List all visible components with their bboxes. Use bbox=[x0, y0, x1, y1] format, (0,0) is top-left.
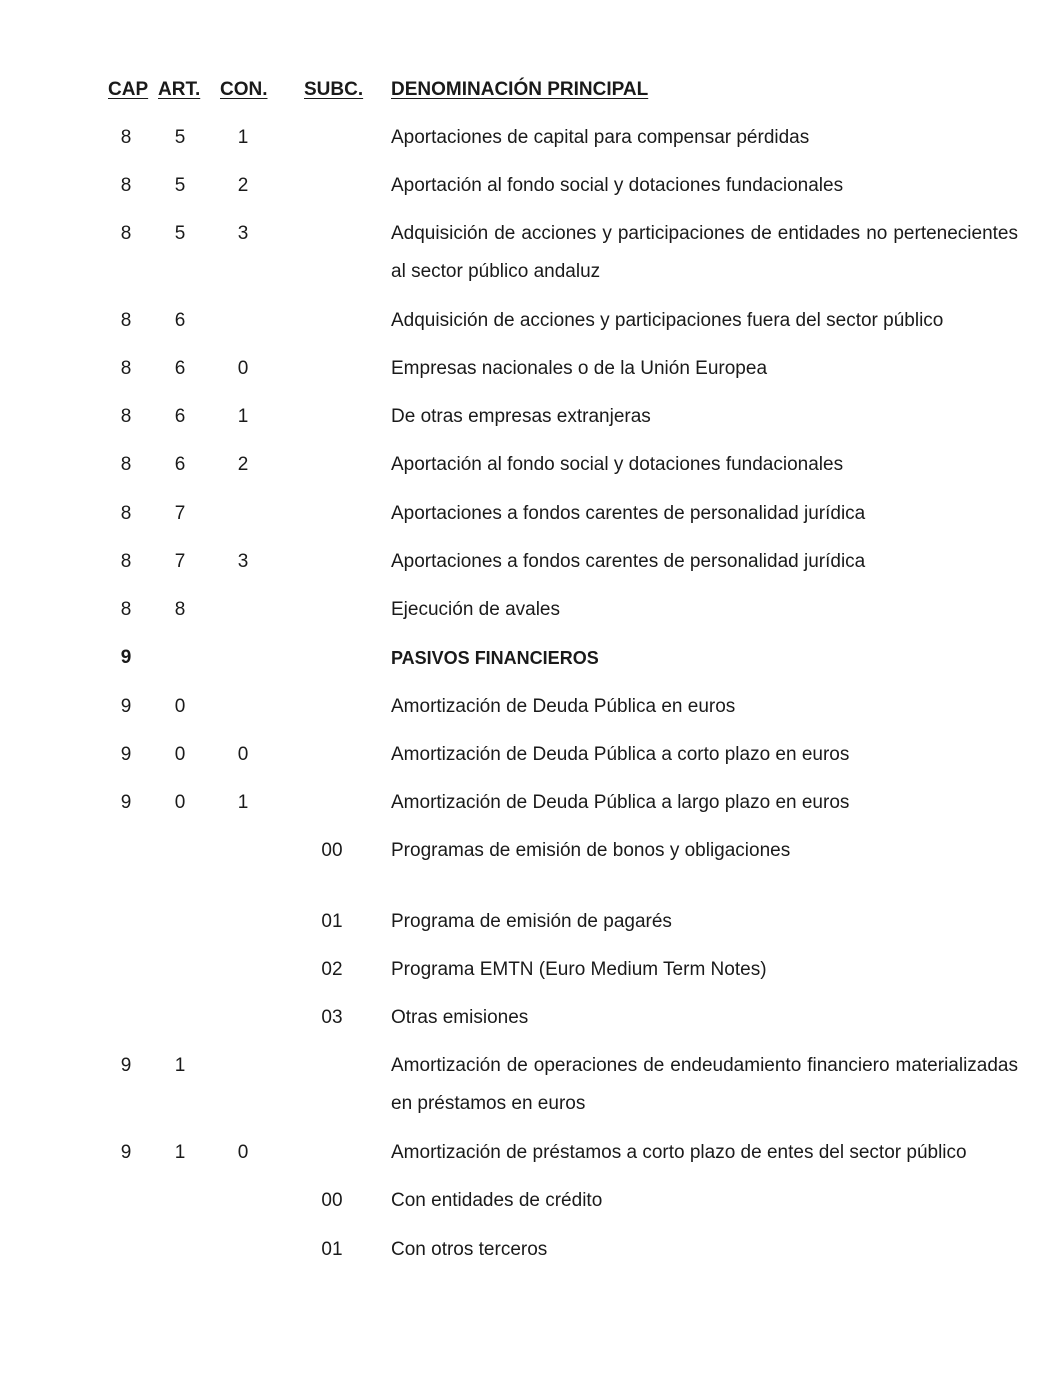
cell-denominacion: Adquisición de acciones y participaciones fuera del sector público bbox=[391, 310, 944, 331]
cell-art: 0 bbox=[174, 696, 186, 717]
cell-cap: 8 bbox=[120, 454, 132, 475]
cell-denominacion: Aportaciones a fondos carentes de personalidad jurídica bbox=[391, 551, 866, 572]
cell-art: 1 bbox=[174, 1055, 186, 1076]
cell-denominacion: Aportaciones a fondos carentes de personalidad jurídica bbox=[391, 503, 866, 524]
header-denominacion: DENOMINACIÓN PRINCIPAL bbox=[391, 79, 649, 100]
cell-art: 7 bbox=[174, 503, 186, 524]
cell-cap: 9 bbox=[120, 1055, 132, 1076]
header-cap: CAP bbox=[108, 79, 149, 100]
cell-cap: 9 bbox=[120, 696, 132, 717]
cell-cap: 8 bbox=[120, 127, 132, 148]
cell-cap: 8 bbox=[120, 358, 132, 379]
header-con: CON. bbox=[220, 79, 268, 100]
cell-con: 1 bbox=[237, 127, 249, 148]
cell-denominacion: Programas de emisión de bonos y obligaciones bbox=[391, 840, 791, 861]
cell-cap: 9 bbox=[120, 1142, 132, 1163]
cell-art: 5 bbox=[174, 223, 186, 244]
cell-cap: 9 bbox=[120, 792, 132, 813]
cell-con: 3 bbox=[237, 223, 249, 244]
cell-art: 6 bbox=[174, 454, 186, 475]
cell-art: 6 bbox=[174, 406, 186, 427]
cell-con: 0 bbox=[237, 1142, 249, 1163]
cell-denominacion: Amortización de Deuda Pública a corto plazo en euros bbox=[391, 744, 850, 765]
cell-art: 5 bbox=[174, 175, 186, 196]
cell-denominacion: Amortización de operaciones de endeudamiento financiero materializadas en préstamos en euros bbox=[391, 1055, 1018, 1114]
cell-subc: 00 bbox=[321, 1190, 343, 1211]
cell-denominacion: Empresas nacionales o de la Unión Europea bbox=[391, 358, 768, 379]
header-art: ART. bbox=[158, 79, 201, 100]
cell-art: 7 bbox=[174, 551, 186, 572]
cell-art: 1 bbox=[174, 1142, 186, 1163]
cell-subc: 01 bbox=[321, 911, 343, 932]
cell-con: 1 bbox=[237, 792, 249, 813]
cell-denominacion: Con otros terceros bbox=[391, 1239, 548, 1260]
cell-art: 0 bbox=[174, 792, 186, 813]
cell-denominacion: Adquisición de acciones y participaciones de entidades no pertenecientes al sector público andaluz bbox=[391, 223, 1018, 282]
cell-con: 0 bbox=[237, 358, 249, 379]
cell-denominacion: Aportaciones de capital para compensar pérdidas bbox=[391, 127, 810, 148]
cell-art: 8 bbox=[174, 599, 186, 620]
cell-con: 0 bbox=[237, 744, 249, 765]
cell-art: 0 bbox=[174, 744, 186, 765]
cell-con: 2 bbox=[237, 175, 249, 196]
cell-denominacion: Amortización de Deuda Pública en euros bbox=[391, 696, 736, 717]
cell-denominacion: Aportación al fondo social y dotaciones fundacionales bbox=[391, 175, 844, 196]
cell-con: 2 bbox=[237, 454, 249, 475]
cell-denominacion: De otras empresas extranjeras bbox=[391, 406, 651, 427]
cell-denominacion: Programa EMTN (Euro Medium Term Notes) bbox=[391, 959, 767, 980]
cell-subc: 01 bbox=[321, 1239, 343, 1260]
section-title: PASIVOS FINANCIEROS bbox=[391, 648, 599, 668]
cell-cap: 8 bbox=[120, 406, 132, 427]
cell-cap: 8 bbox=[120, 175, 132, 196]
cell-denominacion: Amortización de préstamos a corto plazo de entes del sector público bbox=[391, 1142, 967, 1163]
cell-subc: 02 bbox=[321, 959, 343, 980]
cell-art: 6 bbox=[174, 358, 186, 379]
cell-denominacion: Programa de emisión de pagarés bbox=[391, 911, 672, 932]
cell-cap: 8 bbox=[120, 551, 132, 572]
cell-cap: 8 bbox=[120, 599, 132, 620]
cell-cap: 9 bbox=[120, 647, 132, 668]
cell-con: 1 bbox=[237, 406, 249, 427]
cell-denominacion: Amortización de Deuda Pública a largo plazo en euros bbox=[391, 792, 850, 813]
cell-denominacion: Aportación al fondo social y dotaciones fundacionales bbox=[391, 454, 844, 475]
cell-cap: 9 bbox=[120, 744, 132, 765]
cell-cap: 8 bbox=[120, 310, 132, 331]
cell-con: 3 bbox=[237, 551, 249, 572]
cell-art: 5 bbox=[174, 127, 186, 148]
cell-cap: 8 bbox=[120, 503, 132, 524]
cell-denominacion: Ejecución de avales bbox=[391, 599, 560, 620]
cell-subc: 03 bbox=[321, 1007, 343, 1028]
cell-cap: 8 bbox=[120, 223, 132, 244]
header-subc: SUBC. bbox=[304, 79, 364, 100]
cell-subc: 00 bbox=[321, 840, 343, 861]
cell-denominacion: Con entidades de crédito bbox=[391, 1190, 603, 1211]
cell-art: 6 bbox=[174, 310, 186, 331]
cell-denominacion: Otras emisiones bbox=[391, 1007, 529, 1028]
